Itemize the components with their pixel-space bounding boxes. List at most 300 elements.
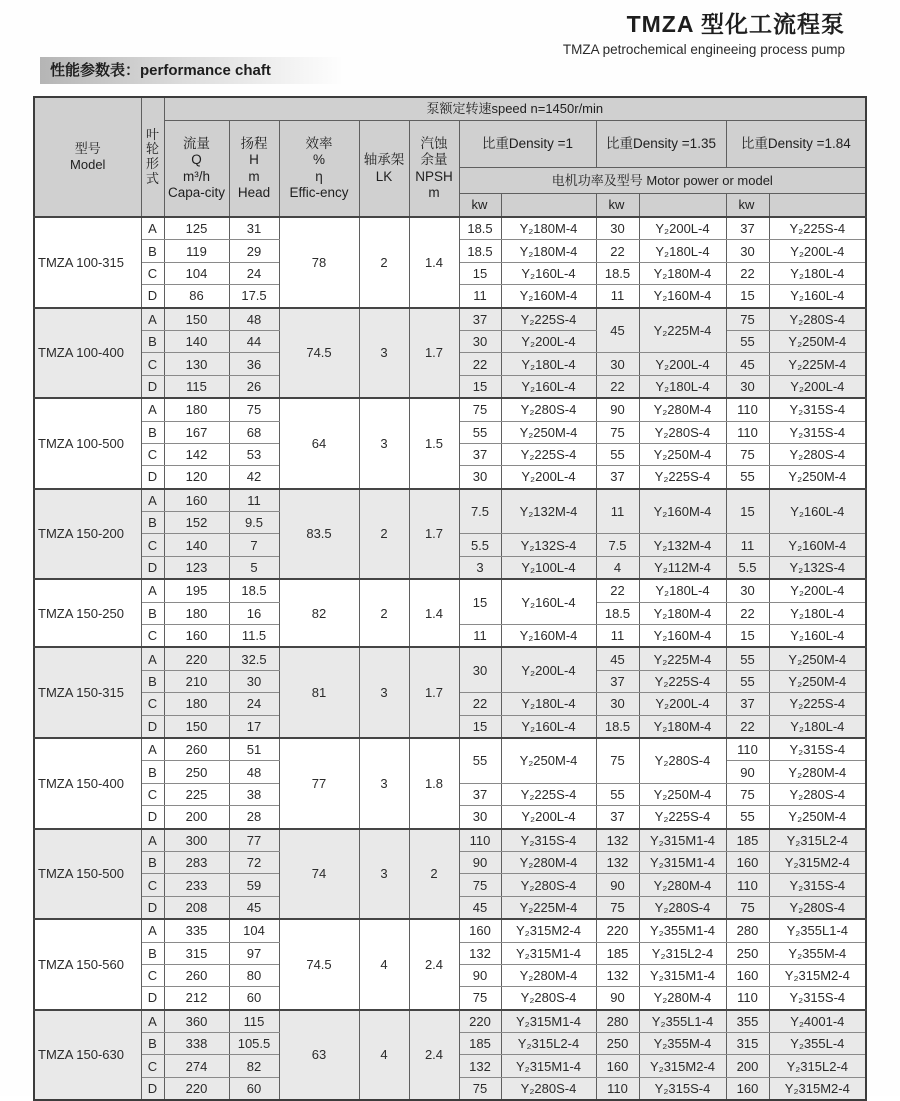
cell-pump-model: TMZA 100-500	[34, 398, 141, 489]
header-efficiency: 效率 % η Effic-ency	[279, 121, 359, 218]
cell-motor-model: Y₂280S-4	[501, 398, 596, 421]
cell-motor-model: Y₂180L-4	[639, 579, 726, 602]
cell-capacity: 212	[164, 987, 229, 1010]
cell-head: 104	[229, 919, 279, 942]
cell-npsh: 1.7	[409, 489, 459, 580]
cell-motor-model: Y₂225S-4	[639, 466, 726, 489]
cell-motor-kw: 110	[459, 829, 501, 852]
cell-motor-kw: 90	[596, 987, 639, 1010]
cell-motor-model: Y₂132S-4	[769, 556, 866, 579]
cell-motor-kw: 55	[459, 738, 501, 783]
cell-motor-kw: 132	[459, 942, 501, 964]
cell-capacity: 125	[164, 217, 229, 240]
cell-impeller-type: C	[141, 693, 164, 715]
cell-impeller-type: D	[141, 466, 164, 489]
cell-motor-kw: 30	[726, 240, 769, 262]
cell-motor-model: Y₂250M-4	[501, 421, 596, 443]
cell-motor-model: Y₂180L-4	[639, 240, 726, 262]
cell-motor-kw: 75	[596, 738, 639, 783]
cell-impeller-type: A	[141, 647, 164, 670]
cell-motor-model: Y₂180L-4	[501, 353, 596, 375]
cell-capacity: 140	[164, 534, 229, 556]
table-row	[34, 738, 866, 761]
cell-capacity: 283	[164, 851, 229, 873]
cell-motor-kw: 280	[596, 1010, 639, 1033]
cell-head: 60	[229, 1077, 279, 1100]
cell-motor-model: Y₂200L-4	[639, 353, 726, 375]
cell-impeller-type: C	[141, 1055, 164, 1077]
cell-motor-model: Y₂160M-4	[639, 625, 726, 648]
cell-motor-kw: 160	[459, 919, 501, 942]
cell-motor-model: Y₂225S-4	[501, 308, 596, 331]
cell-motor-kw: 160	[596, 1055, 639, 1077]
cell-motor-kw: 7.5	[459, 489, 501, 534]
cell-motor-model: Y₂180L-4	[769, 602, 866, 624]
cell-motor-model: Y₂160M-4	[639, 489, 726, 534]
cell-motor-model: Y₂315S-4	[769, 987, 866, 1010]
cell-impeller-type: A	[141, 398, 164, 421]
cell-impeller-type: B	[141, 942, 164, 964]
cell-motor-model: Y₂180L-4	[501, 693, 596, 715]
cell-motor-kw: 55	[726, 330, 769, 352]
cell-head: 77	[229, 829, 279, 852]
cell-motor-model: Y₂180M-4	[639, 602, 726, 624]
cell-impeller-type: B	[141, 512, 164, 534]
cell-motor-model: Y₂160M-4	[501, 625, 596, 648]
cell-motor-kw: 30	[596, 217, 639, 240]
cell-motor-model: Y₂112M-4	[639, 556, 726, 579]
cell-motor-kw: 22	[459, 693, 501, 715]
cell-motor-kw: 75	[596, 896, 639, 919]
cell-impeller-type: B	[141, 761, 164, 783]
cell-capacity: 180	[164, 602, 229, 624]
page-subtitle: TMZA petrochemical engineeing process pump	[562, 42, 845, 57]
cell-motor-model: Y₂200L-4	[501, 806, 596, 829]
cell-bearing-frame: 3	[359, 829, 409, 920]
cell-impeller-type: C	[141, 262, 164, 284]
cell-capacity: 200	[164, 806, 229, 829]
cell-motor-kw: 45	[459, 896, 501, 919]
cell-head: 16	[229, 602, 279, 624]
section-label: 性能参数表：performance chaft	[40, 57, 360, 84]
cell-motor-model: Y₂160L-4	[501, 262, 596, 284]
cell-impeller-type: B	[141, 330, 164, 352]
cell-motor-kw: 18.5	[459, 217, 501, 240]
cell-capacity: 260	[164, 964, 229, 986]
header-density-1: 比重Density =1	[459, 121, 596, 168]
header-bearing-frame: 轴承架 LK	[359, 121, 409, 218]
cell-motor-kw: 55	[596, 443, 639, 465]
cell-motor-model: Y₂315M1-4	[639, 964, 726, 986]
cell-impeller-type: C	[141, 443, 164, 465]
cell-motor-model: Y₂225S-4	[769, 217, 866, 240]
cell-head: 97	[229, 942, 279, 964]
cell-impeller-type: A	[141, 217, 164, 240]
cell-npsh: 2	[409, 829, 459, 920]
cell-motor-model: Y₂315M2-4	[501, 919, 596, 942]
cell-motor-kw: 55	[726, 670, 769, 692]
cell-impeller-type: A	[141, 1010, 164, 1033]
cell-head: 48	[229, 761, 279, 783]
table-row	[34, 489, 866, 512]
cell-impeller-type: B	[141, 421, 164, 443]
cell-motor-kw: 30	[459, 466, 501, 489]
cell-capacity: 115	[164, 375, 229, 398]
cell-head: 32.5	[229, 647, 279, 670]
cell-motor-kw: 110	[726, 398, 769, 421]
cell-motor-model: Y₂180M-4	[639, 715, 726, 738]
cell-motor-kw: 22	[596, 579, 639, 602]
cell-motor-kw: 18.5	[596, 262, 639, 284]
cell-head: 38	[229, 783, 279, 805]
cell-impeller-type: D	[141, 1077, 164, 1100]
cell-capacity: 104	[164, 262, 229, 284]
cell-motor-model: Y₂225S-4	[639, 670, 726, 692]
cell-motor-kw: 75	[726, 896, 769, 919]
cell-motor-model: Y₂315M2-4	[639, 1055, 726, 1077]
cell-motor-kw: 37	[459, 783, 501, 805]
cell-motor-model: Y₂315M1-4	[501, 1055, 596, 1077]
cell-motor-kw: 355	[726, 1010, 769, 1033]
cell-motor-kw: 75	[726, 783, 769, 805]
cell-impeller-type: A	[141, 579, 164, 602]
cell-impeller-type: D	[141, 987, 164, 1010]
cell-bearing-frame: 3	[359, 647, 409, 738]
cell-efficiency: 74.5	[279, 308, 359, 399]
cell-motor-model: Y₂280M-4	[639, 398, 726, 421]
cell-motor-model: Y₂280M-4	[501, 964, 596, 986]
cell-motor-kw: 132	[596, 851, 639, 873]
cell-motor-kw: 11	[596, 489, 639, 534]
cell-pump-model: TMZA 150-200	[34, 489, 141, 580]
cell-motor-model: Y₂315S-4	[769, 738, 866, 761]
cell-motor-kw: 45	[596, 647, 639, 670]
cell-motor-kw: 110	[596, 1077, 639, 1100]
table-body	[34, 217, 866, 1100]
cell-motor-kw: 90	[726, 761, 769, 783]
cell-capacity: 150	[164, 715, 229, 738]
cell-motor-model: Y₂315M1-4	[501, 942, 596, 964]
cell-efficiency: 82	[279, 579, 359, 647]
cell-motor-kw: 110	[726, 421, 769, 443]
cell-motor-kw: 75	[596, 421, 639, 443]
cell-motor-kw: 22	[726, 602, 769, 624]
cell-capacity: 130	[164, 353, 229, 375]
cell-motor-kw: 315	[726, 1033, 769, 1055]
header-motor-power: 电机功率及型号 Motor power or model	[459, 168, 866, 194]
cell-bearing-frame: 2	[359, 217, 409, 308]
cell-motor-kw: 132	[596, 964, 639, 986]
cell-motor-kw: 75	[726, 443, 769, 465]
cell-motor-model: Y₂250M-4	[501, 738, 596, 783]
cell-motor-kw: 15	[459, 579, 501, 624]
cell-capacity: 123	[164, 556, 229, 579]
cell-head: 36	[229, 353, 279, 375]
cell-pump-model: TMZA 150-315	[34, 647, 141, 738]
cell-impeller-type: C	[141, 625, 164, 648]
cell-motor-model: Y₂355M-4	[639, 1033, 726, 1055]
cell-impeller-type: D	[141, 715, 164, 738]
cell-motor-model: Y₂280M-4	[501, 851, 596, 873]
cell-head: 18.5	[229, 579, 279, 602]
cell-capacity: 335	[164, 919, 229, 942]
cell-capacity: 180	[164, 693, 229, 715]
cell-impeller-type: B	[141, 670, 164, 692]
cell-capacity: 225	[164, 783, 229, 805]
cell-head: 28	[229, 806, 279, 829]
cell-motor-model: Y₂180M-4	[639, 262, 726, 284]
cell-pump-model: TMZA 150-630	[34, 1010, 141, 1101]
cell-motor-model: Y₂315S-4	[639, 1077, 726, 1100]
cell-pump-model: TMZA 150-560	[34, 919, 141, 1010]
cell-motor-model: Y₂315S-4	[501, 829, 596, 852]
cell-motor-kw: 5.5	[459, 534, 501, 556]
page-title: TMZA 型化工流程泵	[626, 11, 845, 37]
cell-npsh: 2.4	[409, 1010, 459, 1101]
cell-motor-model: Y₂160L-4	[501, 579, 596, 624]
cell-motor-kw: 30	[726, 375, 769, 398]
cell-impeller-type: C	[141, 964, 164, 986]
cell-bearing-frame: 2	[359, 489, 409, 580]
cell-motor-model: Y₂180M-4	[501, 217, 596, 240]
cell-motor-model: Y₂280S-4	[639, 896, 726, 919]
cell-motor-kw: 15	[459, 715, 501, 738]
cell-motor-kw: 280	[726, 919, 769, 942]
cell-motor-model: Y₂280M-4	[769, 761, 866, 783]
cell-capacity: 167	[164, 421, 229, 443]
cell-motor-kw: 4	[596, 556, 639, 579]
cell-motor-model: Y₂355L1-4	[639, 1010, 726, 1033]
cell-motor-kw: 55	[726, 466, 769, 489]
cell-motor-model: Y₂225M-4	[769, 353, 866, 375]
cell-impeller-type: D	[141, 556, 164, 579]
header-kw-2: kw	[596, 194, 639, 218]
cell-impeller-type: A	[141, 489, 164, 512]
table-row	[34, 829, 866, 852]
cell-head: 44	[229, 330, 279, 352]
cell-impeller-type: D	[141, 806, 164, 829]
cell-efficiency: 81	[279, 647, 359, 738]
cell-motor-kw: 37	[726, 693, 769, 715]
cell-capacity: 160	[164, 489, 229, 512]
header-model: 型号 Model	[34, 97, 141, 217]
table-row	[34, 217, 866, 240]
cell-head: 24	[229, 262, 279, 284]
cell-head: 82	[229, 1055, 279, 1077]
cell-motor-kw: 37	[459, 443, 501, 465]
header-npsh: 汽蚀 余量 NPSH m	[409, 121, 459, 218]
cell-motor-model: Y₂160L-4	[769, 625, 866, 648]
cell-motor-kw: 5.5	[726, 556, 769, 579]
cell-head: 5	[229, 556, 279, 579]
cell-npsh: 1.7	[409, 308, 459, 399]
cell-motor-model: Y₂280S-4	[501, 1077, 596, 1100]
cell-motor-model: Y₂250M-4	[639, 443, 726, 465]
cell-motor-model: Y₂280S-4	[639, 421, 726, 443]
cell-efficiency: 83.5	[279, 489, 359, 580]
cell-motor-model: Y₂250M-4	[769, 466, 866, 489]
cell-head: 7	[229, 534, 279, 556]
cell-motor-kw: 90	[459, 851, 501, 873]
cell-motor-kw: 110	[726, 738, 769, 761]
header-motor-model-1	[501, 194, 596, 218]
cell-motor-model: Y₂200L-4	[769, 375, 866, 398]
cell-motor-model: Y₂160M-4	[501, 285, 596, 308]
cell-motor-model: Y₂315S-4	[769, 398, 866, 421]
cell-motor-model: Y₂280S-4	[769, 443, 866, 465]
cell-impeller-type: C	[141, 874, 164, 896]
cell-motor-model: Y₂160L-4	[501, 715, 596, 738]
cell-capacity: 260	[164, 738, 229, 761]
cell-motor-model: Y₂160M-4	[769, 534, 866, 556]
cell-capacity: 315	[164, 942, 229, 964]
cell-capacity: 160	[164, 625, 229, 648]
cell-impeller-type: A	[141, 738, 164, 761]
cell-motor-kw: 75	[726, 308, 769, 331]
cell-motor-model: Y₂250M-4	[769, 330, 866, 352]
cell-capacity: 360	[164, 1010, 229, 1033]
cell-capacity: 338	[164, 1033, 229, 1055]
cell-motor-kw: 75	[459, 398, 501, 421]
cell-motor-kw: 55	[726, 647, 769, 670]
cell-motor-kw: 22	[596, 375, 639, 398]
cell-motor-model: Y₂280S-4	[501, 987, 596, 1010]
cell-capacity: 233	[164, 874, 229, 896]
cell-motor-kw: 15	[726, 625, 769, 648]
cell-npsh: 1.4	[409, 579, 459, 647]
cell-motor-kw: 37	[596, 466, 639, 489]
cell-motor-kw: 22	[459, 353, 501, 375]
cell-motor-kw: 7.5	[596, 534, 639, 556]
cell-motor-kw: 11	[459, 285, 501, 308]
cell-motor-kw: 132	[459, 1055, 501, 1077]
cell-motor-model: Y₂180L-4	[769, 262, 866, 284]
cell-bearing-frame: 3	[359, 398, 409, 489]
cell-pump-model: TMZA 150-250	[34, 579, 141, 647]
cell-impeller-type: C	[141, 783, 164, 805]
cell-motor-model: Y₂132S-4	[501, 534, 596, 556]
cell-motor-model: Y₂225S-4	[639, 806, 726, 829]
cell-motor-kw: 11	[726, 534, 769, 556]
cell-motor-model: Y₂280M-4	[639, 874, 726, 896]
cell-head: 80	[229, 964, 279, 986]
cell-capacity: 195	[164, 579, 229, 602]
table-row	[34, 1010, 866, 1033]
cell-motor-kw: 15	[459, 262, 501, 284]
cell-motor-kw: 55	[596, 783, 639, 805]
cell-motor-model: Y₂280S-4	[501, 874, 596, 896]
cell-motor-model: Y₂315L2-4	[769, 829, 866, 852]
cell-motor-model: Y₂200L-4	[769, 240, 866, 262]
cell-capacity: 180	[164, 398, 229, 421]
cell-bearing-frame: 4	[359, 919, 409, 1010]
cell-motor-kw: 15	[459, 375, 501, 398]
cell-efficiency: 77	[279, 738, 359, 829]
cell-motor-kw: 250	[596, 1033, 639, 1055]
table-row	[34, 647, 866, 670]
cell-motor-model: Y₂225M-4	[639, 308, 726, 353]
cell-head: 59	[229, 874, 279, 896]
cell-head: 105.5	[229, 1033, 279, 1055]
cell-pump-model: TMZA 100-400	[34, 308, 141, 399]
cell-npsh: 2.4	[409, 919, 459, 1010]
header-head: 扬程 H m Head	[229, 121, 279, 218]
cell-motor-kw: 37	[726, 217, 769, 240]
cell-motor-kw: 11	[596, 625, 639, 648]
cell-motor-model: Y₂315M1-4	[639, 829, 726, 852]
cell-head: 24	[229, 693, 279, 715]
cell-motor-kw: 75	[459, 987, 501, 1010]
cell-head: 115	[229, 1010, 279, 1033]
cell-capacity: 220	[164, 647, 229, 670]
table-row	[34, 308, 866, 331]
cell-capacity: 208	[164, 896, 229, 919]
cell-impeller-type: B	[141, 1033, 164, 1055]
cell-capacity: 150	[164, 308, 229, 331]
cell-motor-model: Y₂200L-4	[639, 217, 726, 240]
cell-motor-kw: 110	[726, 874, 769, 896]
cell-motor-kw: 55	[459, 421, 501, 443]
cell-efficiency: 74.5	[279, 919, 359, 1010]
cell-motor-model: Y₂315S-4	[769, 874, 866, 896]
cell-npsh: 1.7	[409, 647, 459, 738]
cell-motor-model: Y₂200L-4	[501, 647, 596, 692]
cell-impeller-type: B	[141, 240, 164, 262]
cell-motor-kw: 30	[596, 353, 639, 375]
cell-impeller-type: C	[141, 353, 164, 375]
cell-motor-kw: 55	[726, 806, 769, 829]
cell-motor-kw: 37	[459, 308, 501, 331]
cell-impeller-type: C	[141, 534, 164, 556]
cell-efficiency: 74	[279, 829, 359, 920]
cell-head: 17	[229, 715, 279, 738]
cell-motor-kw: 18.5	[596, 602, 639, 624]
cell-motor-kw: 30	[459, 330, 501, 352]
cell-motor-model: Y₂250M-4	[639, 783, 726, 805]
cell-capacity: 274	[164, 1055, 229, 1077]
cell-motor-kw: 22	[726, 715, 769, 738]
cell-head: 9.5	[229, 512, 279, 534]
cell-motor-model: Y₂132M-4	[639, 534, 726, 556]
cell-motor-kw: 18.5	[596, 715, 639, 738]
cell-motor-kw: 75	[459, 874, 501, 896]
cell-bearing-frame: 4	[359, 1010, 409, 1101]
cell-motor-model: Y₂250M-4	[769, 806, 866, 829]
cell-head: 17.5	[229, 285, 279, 308]
cell-head: 11	[229, 489, 279, 512]
cell-motor-model: Y₂315S-4	[769, 421, 866, 443]
cell-motor-model: Y₂315M1-4	[639, 851, 726, 873]
cell-motor-model: Y₂100L-4	[501, 556, 596, 579]
table-row	[34, 398, 866, 421]
cell-motor-model: Y₂225S-4	[769, 693, 866, 715]
cell-motor-kw: 160	[726, 851, 769, 873]
cell-motor-model: Y₂280M-4	[639, 987, 726, 1010]
cell-motor-kw: 3	[459, 556, 501, 579]
header-kw-1: kw	[459, 194, 501, 218]
cell-motor-kw: 132	[596, 829, 639, 852]
cell-head: 42	[229, 466, 279, 489]
cell-head: 30	[229, 670, 279, 692]
cell-motor-model: Y₂160L-4	[769, 489, 866, 534]
cell-efficiency: 63	[279, 1010, 359, 1101]
cell-capacity: 142	[164, 443, 229, 465]
cell-bearing-frame: 3	[359, 738, 409, 829]
cell-impeller-type: D	[141, 375, 164, 398]
performance-table	[33, 96, 867, 1101]
cell-head: 11.5	[229, 625, 279, 648]
cell-motor-model: Y₂200L-4	[639, 693, 726, 715]
